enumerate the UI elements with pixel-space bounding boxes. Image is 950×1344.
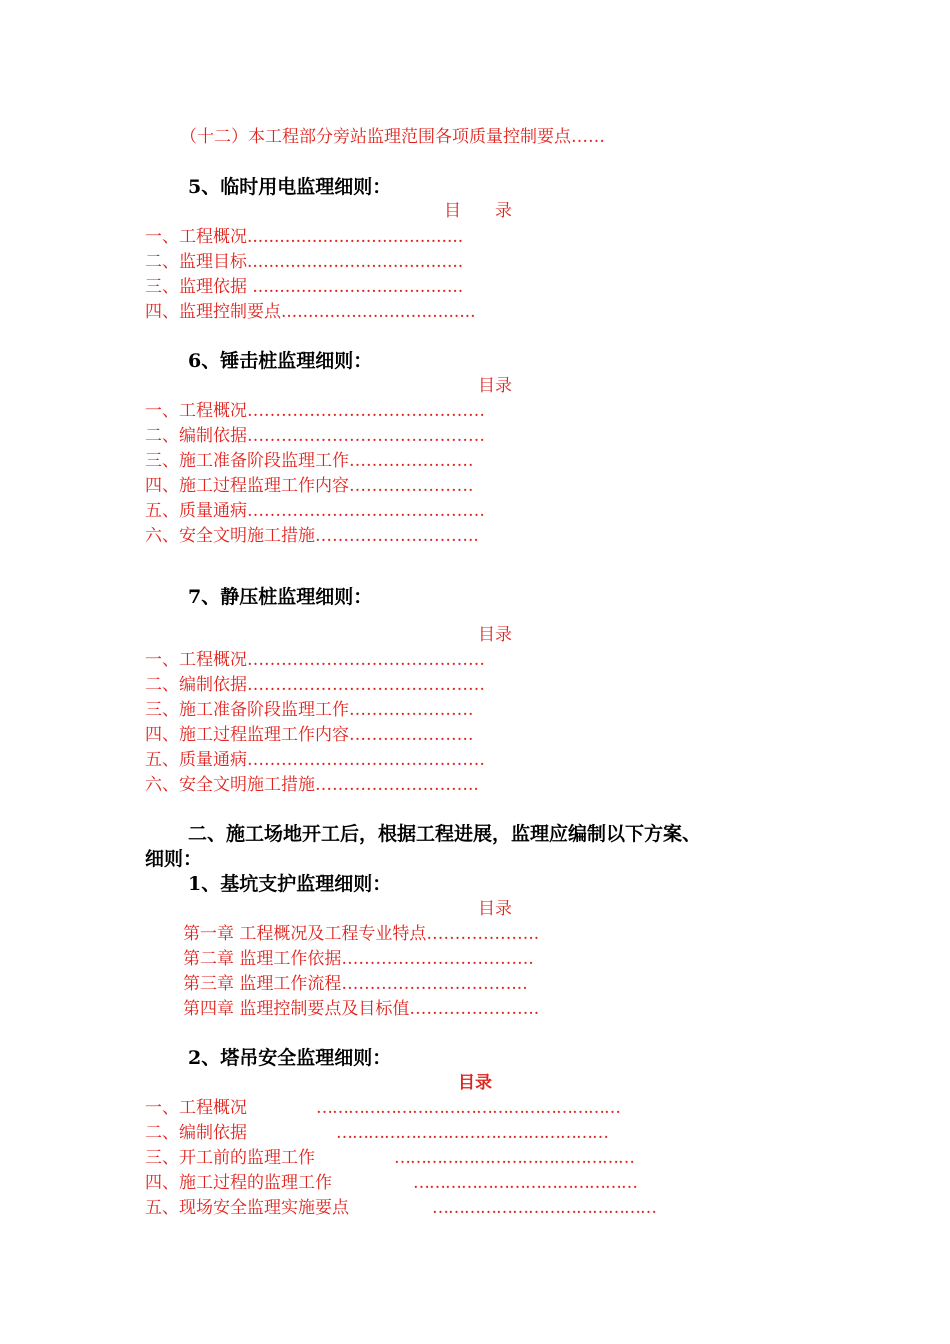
sub-1-toc-title: 目录 — [478, 899, 512, 919]
toc-item-label: 五、现场安全监理实施要点 — [145, 1198, 349, 1218]
toc-item-label: 一、工程概况 — [145, 1098, 247, 1118]
toc-item-label: 二、编制依据 — [145, 1123, 247, 1143]
toc-item: 五、质量通病…………………………………… — [145, 750, 485, 770]
toc-item-dots: …………………………………… — [413, 1173, 637, 1193]
toc-item: 二、编制依据…………………………………… — [145, 426, 485, 446]
toc-item-label: 三、开工前的监理工作 — [145, 1148, 315, 1168]
section-5-toc-title: 目 录 — [444, 201, 512, 221]
toc-item: 六、安全文明施工措施……………………….. — [145, 526, 479, 546]
toc-item: 第一章 工程概况及工程专业特点……………….. — [183, 924, 540, 944]
part-2-heading-cont: 细则： — [145, 848, 203, 870]
toc-item: 三、施工准备阶段监理工作…………………. — [145, 451, 474, 471]
section-7-toc-title: 目录 — [478, 625, 512, 645]
toc-item: 一、工程概况…………………………………… — [145, 401, 485, 421]
toc-item: 四、施工过程监理工作内容…………………. — [145, 725, 474, 745]
toc-item-dots: …………………………………………… — [336, 1123, 608, 1143]
sub-2-toc-title: 目录 — [458, 1073, 492, 1093]
toc-item: 三、施工准备阶段监理工作…………………. — [145, 700, 474, 720]
sub-1-heading: 1、基坑支护监理细则： — [188, 873, 392, 895]
toc-item: 四、施工过程监理工作内容…………………. — [145, 476, 474, 496]
toc-item: 六、安全文明施工措施……………………….. — [145, 775, 479, 795]
toc-item-label: 四、施工过程的监理工作 — [145, 1173, 332, 1193]
toc-item: 三、监理依据 ....................................... — [145, 277, 464, 297]
toc-item: 第四章 监理控制要点及目标值………………….. — [183, 999, 540, 1019]
section-6-toc-title: 目录 — [478, 376, 512, 396]
toc-item: 第二章 监理工作依据……………………………. — [183, 949, 534, 969]
toc-item: 四、监理控制要点.................................... — [145, 302, 476, 322]
toc-item: 一、工程概况…………………………………… — [145, 650, 485, 670]
toc-item: 二、监理目标........................................ — [145, 252, 464, 272]
toc-item: 第三章 监理工作流程…………………………... — [183, 974, 528, 994]
sub-2-heading: 2、塔吊安全监理细则： — [188, 1047, 392, 1069]
toc-item-dots: …………………………………… — [432, 1198, 656, 1218]
intro-line: （十二）本工程部分旁站监理范围各项质量控制要点…… — [180, 127, 605, 147]
section-5-heading: 5、临时用电监理细则： — [188, 176, 392, 198]
toc-item-dots: ……………………………………… — [394, 1148, 634, 1168]
section-6-heading: 6、锤击桩监理细则： — [188, 350, 373, 372]
toc-item-dots: ………………………………………………… — [316, 1098, 620, 1118]
toc-item: 二、编制依据…………………………………… — [145, 675, 485, 695]
toc-item: 一、工程概况........................................ — [145, 227, 464, 247]
section-7-heading: 7、静压桩监理细则： — [188, 586, 373, 608]
toc-item: 五、质量通病…………………………………… — [145, 501, 485, 521]
part-2-heading: 二、施工场地开工后，根据工程进展，监理应编制以下方案、 — [188, 823, 702, 845]
